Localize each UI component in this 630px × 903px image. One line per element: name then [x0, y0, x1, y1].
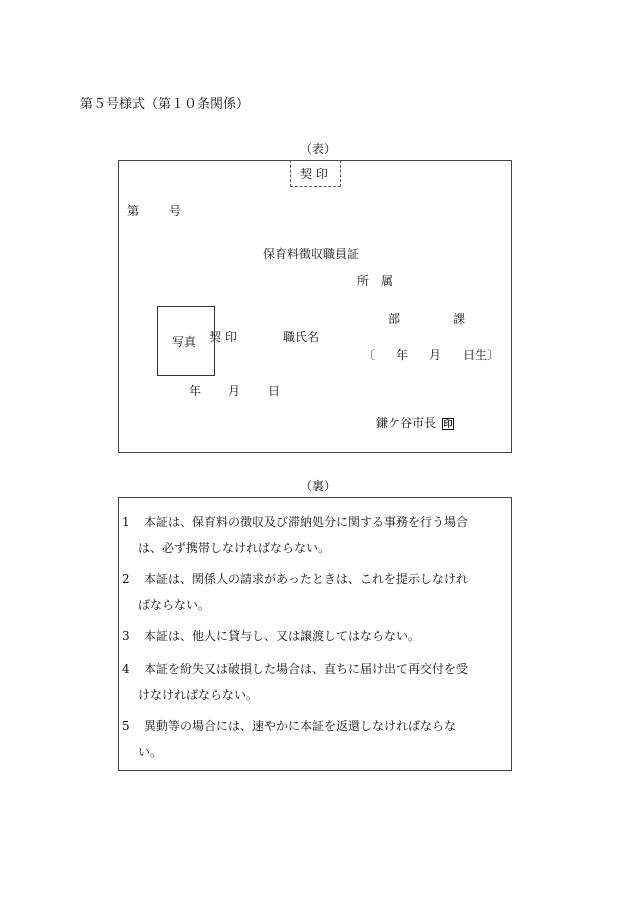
note-line1: 本証は、関係人の請求があったときは、これを提示しなけれ — [144, 572, 468, 586]
back-section-label: （裏） — [300, 479, 337, 493]
note-line1: 本証は、他人に貸与し、又は譲渡してはならない。 — [144, 629, 421, 643]
section-label: 課 — [453, 312, 466, 326]
note-line2: は、必ず携帯しなければならない。 — [138, 541, 331, 555]
card-title: 保育料徴収職員証 — [263, 247, 360, 261]
note-line2: ばならない。 — [138, 598, 211, 612]
form-title: 第５号様式（第１０条関係） — [80, 97, 250, 112]
issuer-stamp: 印 — [443, 419, 453, 430]
note-number: 5 — [122, 719, 130, 733]
tally-seal-box — [290, 160, 341, 187]
note-number: 3 — [122, 629, 130, 643]
department-label: 部 — [388, 312, 401, 326]
affiliation-label: 所 属 — [357, 274, 394, 288]
photo-label: 写真 — [172, 335, 197, 349]
note-item — [122, 509, 510, 561]
birth-bracket-open: 〔 — [363, 348, 376, 362]
issue-day-label: 日 — [268, 384, 281, 398]
tally-seal-text: 契 印 — [300, 167, 328, 181]
birth-day-label: 日生〕 — [463, 348, 500, 362]
note-item — [122, 656, 510, 708]
birth-year-label: 年 — [396, 348, 409, 362]
issue-year-label: 年 — [189, 384, 202, 398]
number-prefix: 第 — [127, 204, 140, 218]
birth-month-label: 月 — [429, 348, 442, 362]
note-item — [122, 713, 510, 765]
id-card-front — [118, 160, 512, 453]
photo-box — [157, 306, 215, 376]
note-line1: 本証は、保育料の徴収及び滞納処分に関する事務を行う場合 — [144, 515, 469, 529]
note-line1: 本証を紛失又は破損した場合は、直ちに届け出て再交付を受 — [144, 662, 469, 676]
issue-month-label: 月 — [228, 384, 241, 398]
note-line1: 異動等の場合には、速やかに本証を返還しなければならな — [144, 719, 457, 733]
number-suffix: 号 — [169, 204, 182, 218]
position-name-label: 職氏名 — [283, 330, 320, 344]
issuer-name: 鎌ケ谷市長 — [376, 416, 437, 430]
photo-seal-text: 契 印 — [209, 330, 237, 344]
front-section-label: （表） — [300, 142, 337, 156]
note-number: 2 — [122, 572, 130, 586]
note-line2: けなければならない。 — [138, 688, 259, 702]
note-number: 4 — [122, 662, 130, 676]
issuer-line — [376, 417, 454, 430]
note-item — [122, 623, 510, 649]
note-line2: い。 — [138, 745, 163, 759]
note-item — [122, 566, 510, 618]
note-number: 1 — [122, 515, 130, 529]
